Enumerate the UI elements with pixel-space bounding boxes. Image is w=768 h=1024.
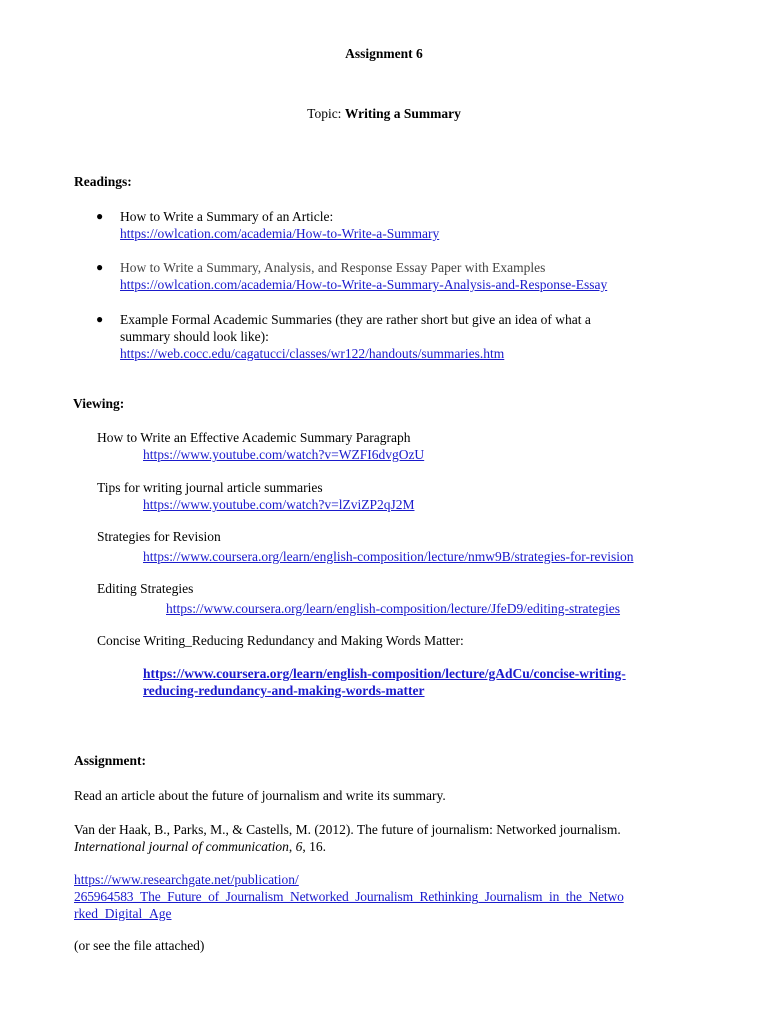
citation-pages: , 16.: [302, 839, 326, 854]
viewing-item-5-link-line2[interactable]: reducing-redundancy-and-making-words-matter: [143, 683, 425, 698]
bullet-icon: ●: [96, 209, 104, 223]
readings-heading: Readings:: [74, 174, 132, 189]
viewing-item-4-link[interactable]: https://www.coursera.org/learn/english-composition/lecture/JfeD9/editing-strategies: [166, 601, 621, 616]
reading-item-3-text-line1: Example Formal Academic Summaries (they are rather short but give an idea of what a: [120, 312, 591, 327]
viewing-item-5-text: Concise Writing_Reducing Redundancy and Making Words Matter:: [97, 633, 464, 648]
topic-line: [0, 105, 768, 122]
bullet-icon: ●: [96, 312, 104, 326]
viewing-heading: Viewing:: [73, 396, 125, 411]
bullet-icon: ●: [96, 260, 104, 274]
reading-item-1-text: How to Write a Summary of an Article:: [120, 209, 334, 224]
article-link-line3[interactable]: rked_Digital_Age: [74, 906, 172, 921]
reading-item-3-link[interactable]: https://web.cocc.edu/cagatucci/classes/wr122/handouts/summaries.htm: [120, 346, 505, 361]
citation-volume: 6: [295, 839, 303, 854]
viewing-item-3-link[interactable]: https://www.coursera.org/learn/english-composition/lecture/nmw9B/strategies-for-revision: [143, 549, 634, 564]
viewing-item-1-link[interactable]: https://www.youtube.com/watch?v=WZFI6dvgOzU: [143, 447, 425, 462]
viewing-item-2-text: Tips for writing journal article summaries: [97, 480, 323, 495]
citation-line2: [74, 838, 326, 855]
viewing-item-1-text: How to Write an Effective Academic Summary Paragraph: [97, 430, 411, 445]
reading-item-2-text: How to Write a Summary, Analysis, and Response Essay Paper with Examples: [120, 260, 546, 275]
viewing-item-5-link-line1[interactable]: https://www.coursera.org/learn/english-composition/lecture/gAdCu/concise-writing-: [143, 666, 626, 681]
reading-item-3-text-line2: summary should look like):: [120, 329, 269, 344]
assignment-heading: Assignment:: [74, 753, 147, 768]
viewing-item-3-text: Strategies for Revision: [97, 529, 221, 544]
article-link-line2[interactable]: 265964583_The_Future_of_Journalism_Networked_Journalism_Rethinking_Journalism_in_the_Netwo: [74, 889, 624, 904]
reading-item-2-link[interactable]: https://owlcation.com/academia/How-to-Write-a-Summary-Analysis-and-Response-Essay: [120, 277, 608, 292]
attachment-note: (or see the file attached): [74, 938, 205, 953]
reading-item-1-link[interactable]: https://owlcation.com/academia/How-to-Write-a-Summary: [120, 226, 440, 241]
viewing-item-2-link[interactable]: https://www.youtube.com/watch?v=lZviZP2qJ2M: [143, 497, 415, 512]
topic-value: Writing a Summary: [344, 106, 461, 121]
viewing-item-4-text: Editing Strategies: [97, 581, 194, 596]
page-title: Assignment 6: [345, 46, 423, 61]
citation-line1: Van der Haak, B., Parks, M., & Castells, M. (2012). The future of journalism: Networked journalism.: [74, 822, 621, 837]
citation-journal: International journal of communication: [74, 839, 289, 854]
article-link-line1[interactable]: https://www.researchgate.net/publication/: [74, 872, 299, 887]
citation-comma: ,: [288, 839, 296, 854]
topic-label: Topic:: [307, 106, 345, 121]
assignment-instruction: Read an article about the future of journalism and write its summary.: [74, 788, 446, 803]
